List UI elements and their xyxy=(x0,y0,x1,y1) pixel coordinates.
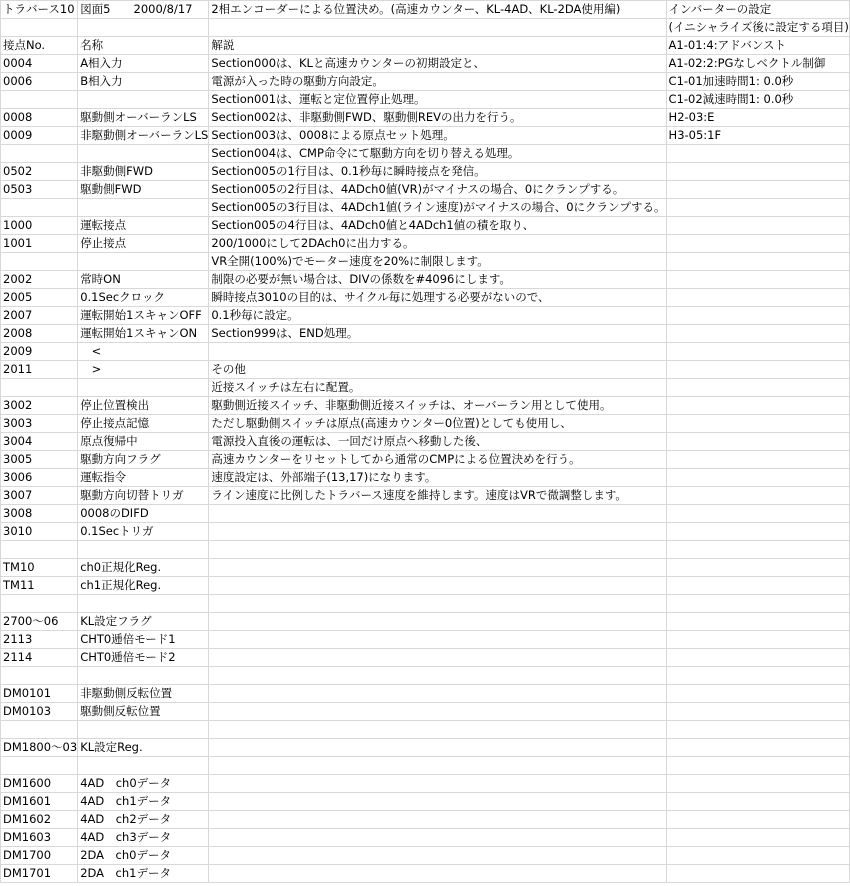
table-row xyxy=(1,811,850,829)
inverter-setting-cell[interactable] xyxy=(666,865,849,883)
contact-no-cell[interactable]: 3003 xyxy=(1,415,78,433)
name-cell[interactable] xyxy=(78,19,209,37)
contact-no-cell[interactable]: 3007 xyxy=(1,487,78,505)
table-row xyxy=(1,865,850,883)
table-row xyxy=(1,1,850,19)
contact-no-cell[interactable]: 2009 xyxy=(1,343,78,361)
table-row xyxy=(1,667,850,685)
description-cell[interactable]: VR全開(100%)でモーター速度を20%に制限します。 xyxy=(209,253,666,271)
description-cell[interactable]: ライン速度に比例したトラバース速度を維持します。速度はVRで微調整します。 xyxy=(209,487,666,505)
contact-no-cell[interactable]: 0004 xyxy=(1,55,78,73)
contact-no-cell[interactable] xyxy=(1,667,78,685)
contact-no-cell[interactable] xyxy=(1,379,78,397)
inverter-setting-cell[interactable] xyxy=(666,415,849,433)
description-cell[interactable] xyxy=(209,667,666,685)
contact-no-cell[interactable]: 1001 xyxy=(1,235,78,253)
inverter-setting-cell[interactable] xyxy=(666,307,849,325)
table-row xyxy=(1,379,850,397)
description-cell[interactable] xyxy=(209,685,666,703)
name-cell[interactable] xyxy=(78,541,209,559)
inverter-setting-cell[interactable] xyxy=(666,325,849,343)
inverter-setting-cell[interactable] xyxy=(666,145,849,163)
name-cell[interactable]: 2DA ch1データ xyxy=(78,865,209,883)
inverter-setting-cell[interactable] xyxy=(666,235,849,253)
name-cell[interactable] xyxy=(78,91,209,109)
table-row xyxy=(1,505,850,523)
table-row xyxy=(1,55,850,73)
description-cell[interactable]: Section000は、KLと高速カウンターの初期設定と、 xyxy=(209,55,666,73)
contact-no-cell[interactable] xyxy=(1,541,78,559)
table-row xyxy=(1,307,850,325)
inverter-setting-cell[interactable] xyxy=(666,523,849,541)
contact-no-cell[interactable]: DM1603 xyxy=(1,829,78,847)
table-row xyxy=(1,757,850,775)
table-row xyxy=(1,163,850,181)
inverter-setting-cell[interactable]: H3-05:1F xyxy=(666,127,849,145)
inverter-setting-cell[interactable] xyxy=(666,379,849,397)
table-row xyxy=(1,487,850,505)
contact-no-cell[interactable] xyxy=(1,757,78,775)
description-cell[interactable]: Section004は、CMP命令にて駆動方向を切り替える処理。 xyxy=(209,145,666,163)
description-cell[interactable] xyxy=(209,757,666,775)
name-cell[interactable]: 0008のDIFD xyxy=(78,505,209,523)
contact-no-cell[interactable]: DM1701 xyxy=(1,865,78,883)
contact-no-cell[interactable]: DM1600 xyxy=(1,775,78,793)
name-cell[interactable]: CHT0逓倍モード2 xyxy=(78,649,209,667)
description-cell[interactable]: Section999は、END処理。 xyxy=(209,325,666,343)
table-row xyxy=(1,253,850,271)
contact-no-cell[interactable]: DM1800～03 xyxy=(1,739,78,757)
description-cell[interactable] xyxy=(209,775,666,793)
inverter-setting-cell[interactable] xyxy=(666,595,849,613)
table-row xyxy=(1,775,850,793)
name-cell[interactable]: 4AD ch2データ xyxy=(78,811,209,829)
contact-no-cell[interactable]: DM0101 xyxy=(1,685,78,703)
table-row xyxy=(1,415,850,433)
inverter-setting-cell[interactable] xyxy=(666,217,849,235)
name-cell[interactable]: A相入力 xyxy=(78,55,209,73)
contact-no-cell[interactable]: 3005 xyxy=(1,451,78,469)
name-cell[interactable]: 停止接点記憶 xyxy=(78,415,209,433)
inverter-setting-cell[interactable]: インバーターの設定 xyxy=(666,1,849,19)
inverter-setting-cell[interactable]: H2-03:E xyxy=(666,109,849,127)
name-cell[interactable] xyxy=(78,757,209,775)
contact-no-cell[interactable]: 0009 xyxy=(1,127,78,145)
contact-no-cell[interactable]: 0006 xyxy=(1,73,78,91)
contact-no-cell[interactable]: トラバース10 xyxy=(1,1,78,19)
inverter-setting-cell[interactable] xyxy=(666,487,849,505)
inverter-setting-cell[interactable] xyxy=(666,793,849,811)
table-row xyxy=(1,541,850,559)
table-row xyxy=(1,181,850,199)
contact-no-cell[interactable]: 3008 xyxy=(1,505,78,523)
description-cell[interactable] xyxy=(209,343,666,361)
name-cell[interactable]: 運転開始1スキャンON xyxy=(78,325,209,343)
name-cell[interactable]: 運転指令 xyxy=(78,469,209,487)
name-cell[interactable] xyxy=(78,595,209,613)
inverter-setting-cell[interactable]: C1-02減速時間1: 0.0秒 xyxy=(666,91,849,109)
name-cell[interactable]: 非駆動側オーバーランLS xyxy=(78,127,209,145)
description-cell[interactable] xyxy=(209,577,666,595)
inverter-setting-cell[interactable] xyxy=(666,199,849,217)
inverter-setting-cell[interactable]: A1-02:2:PGなしベクトル制御 xyxy=(666,55,849,73)
table-row xyxy=(1,685,850,703)
name-cell[interactable]: 停止接点 xyxy=(78,235,209,253)
inverter-setting-cell[interactable] xyxy=(666,541,849,559)
contact-no-cell[interactable]: 2008 xyxy=(1,325,78,343)
table-row xyxy=(1,73,850,91)
name-cell[interactable]: 運転開始1スキャンOFF xyxy=(78,307,209,325)
contact-no-cell[interactable]: 2700～06 xyxy=(1,613,78,631)
contact-no-cell[interactable]: 接点No. xyxy=(1,37,78,55)
description-cell[interactable]: Section005の1行目は、0.1秒毎に瞬時接点を発信。 xyxy=(209,163,666,181)
table-row xyxy=(1,577,850,595)
inverter-setting-cell[interactable]: A1-01:4:アドバンスト xyxy=(666,37,849,55)
table-row xyxy=(1,631,850,649)
name-cell[interactable]: ch0正規化Reg. xyxy=(78,559,209,577)
description-cell[interactable]: 駆動側近接スイッチ、非駆動側近接スイッチは、オーバーラン用として使用。 xyxy=(209,397,666,415)
contact-no-cell[interactable]: TM10 xyxy=(1,559,78,577)
description-cell[interactable]: 速度設定は、外部端子(13,17)になります。 xyxy=(209,469,666,487)
name-cell[interactable]: 0.1Secトリガ xyxy=(78,523,209,541)
inverter-setting-cell[interactable] xyxy=(666,775,849,793)
name-cell[interactable]: 2DA ch0データ xyxy=(78,847,209,865)
name-cell[interactable]: 駆動側FWD xyxy=(78,181,209,199)
inverter-setting-cell[interactable] xyxy=(666,667,849,685)
inverter-setting-cell[interactable] xyxy=(666,811,849,829)
inverter-setting-cell[interactable] xyxy=(666,577,849,595)
inverter-setting-cell[interactable] xyxy=(666,613,849,631)
description-cell[interactable]: Section005の2行目は、4ADch0値(VR)がマイナスの場合、0にクランプする。 xyxy=(209,181,666,199)
name-cell[interactable]: 駆動側反転位置 xyxy=(78,703,209,721)
description-cell[interactable] xyxy=(209,19,666,37)
name-cell[interactable] xyxy=(78,379,209,397)
inverter-setting-cell[interactable] xyxy=(666,469,849,487)
name-cell[interactable]: ch1正規化Reg. xyxy=(78,577,209,595)
description-cell[interactable] xyxy=(209,721,666,739)
table-row xyxy=(1,109,850,127)
description-cell[interactable]: 高速カウンターをリセットしてから通常のCMPによる位置決めを行う。 xyxy=(209,451,666,469)
name-cell[interactable]: B相入力 xyxy=(78,73,209,91)
contact-no-cell[interactable] xyxy=(1,595,78,613)
table-row xyxy=(1,739,850,757)
description-cell[interactable] xyxy=(209,865,666,883)
name-cell[interactable] xyxy=(78,667,209,685)
inverter-setting-cell[interactable] xyxy=(666,649,849,667)
contact-no-cell[interactable]: TM11 xyxy=(1,577,78,595)
description-cell[interactable] xyxy=(209,739,666,757)
description-cell[interactable] xyxy=(209,541,666,559)
name-cell[interactable]: > xyxy=(78,361,209,379)
contact-no-cell[interactable]: 2007 xyxy=(1,307,78,325)
description-cell[interactable]: 電源投入直後の運転は、一回だけ原点へ移動した後、 xyxy=(209,433,666,451)
inverter-setting-cell[interactable] xyxy=(666,721,849,739)
table-row xyxy=(1,19,850,37)
contact-no-cell[interactable]: DM1602 xyxy=(1,811,78,829)
description-cell[interactable]: Section002は、非駆動側FWD、駆動側REVの出力を行う。 xyxy=(209,109,666,127)
contact-no-cell[interactable]: 2002 xyxy=(1,271,78,289)
description-cell[interactable]: 瞬時接点3010の目的は、サイクル毎に処理する必要がないので、 xyxy=(209,289,666,307)
name-cell[interactable]: 常時ON xyxy=(78,271,209,289)
contact-no-cell[interactable]: 0008 xyxy=(1,109,78,127)
table-row xyxy=(1,703,850,721)
contact-no-cell[interactable]: 3004 xyxy=(1,433,78,451)
description-cell[interactable] xyxy=(209,847,666,865)
inverter-setting-cell[interactable] xyxy=(666,433,849,451)
name-cell[interactable]: 停止位置検出 xyxy=(78,397,209,415)
table-row xyxy=(1,595,850,613)
description-cell[interactable]: Section003は、0008による原点セット処理。 xyxy=(209,127,666,145)
contact-no-cell[interactable] xyxy=(1,91,78,109)
name-cell[interactable]: 非駆動側FWD xyxy=(78,163,209,181)
contact-no-cell[interactable]: 1000 xyxy=(1,217,78,235)
description-cell[interactable] xyxy=(209,631,666,649)
description-cell[interactable]: 電源が入った時の駆動方向設定。 xyxy=(209,73,666,91)
inverter-setting-cell[interactable]: (イニシャライズ後に設定する項目) xyxy=(666,19,849,37)
name-cell[interactable]: 駆動側オーバーランLS xyxy=(78,109,209,127)
contact-no-cell[interactable] xyxy=(1,199,78,217)
inverter-setting-cell[interactable] xyxy=(666,739,849,757)
description-cell[interactable]: Section005の3行目は、4ADch1値(ライン速度)がマイナスの場合、0にクランプする。 xyxy=(209,199,666,217)
inverter-setting-cell[interactable] xyxy=(666,271,849,289)
contact-no-cell[interactable]: 2114 xyxy=(1,649,78,667)
description-cell[interactable]: 近接スイッチは左右に配置。 xyxy=(209,379,666,397)
name-cell[interactable]: 駆動方向フラグ xyxy=(78,451,209,469)
inverter-setting-cell[interactable] xyxy=(666,397,849,415)
contact-no-cell[interactable]: 2005 xyxy=(1,289,78,307)
description-cell[interactable]: その他 xyxy=(209,361,666,379)
name-cell[interactable] xyxy=(78,199,209,217)
contact-no-cell[interactable]: 2113 xyxy=(1,631,78,649)
name-cell[interactable]: 運転接点 xyxy=(78,217,209,235)
contact-no-cell[interactable]: 0502 xyxy=(1,163,78,181)
description-cell[interactable] xyxy=(209,829,666,847)
table-row xyxy=(1,559,850,577)
table-row xyxy=(1,451,850,469)
table-row xyxy=(1,289,850,307)
table-row xyxy=(1,397,850,415)
inverter-setting-cell[interactable] xyxy=(666,451,849,469)
name-cell[interactable]: KL設定Reg. xyxy=(78,739,209,757)
name-cell[interactable]: 4AD ch3データ xyxy=(78,829,209,847)
contact-no-cell[interactable]: DM1601 xyxy=(1,793,78,811)
contact-no-cell[interactable]: DM0103 xyxy=(1,703,78,721)
name-cell[interactable]: 名称 xyxy=(78,37,209,55)
contact-no-cell[interactable]: 3002 xyxy=(1,397,78,415)
inverter-setting-cell[interactable] xyxy=(666,505,849,523)
name-cell[interactable]: < xyxy=(78,343,209,361)
contact-no-cell[interactable]: 3010 xyxy=(1,523,78,541)
inverter-setting-cell[interactable] xyxy=(666,847,849,865)
name-cell[interactable] xyxy=(78,145,209,163)
table-row xyxy=(1,91,850,109)
contact-no-cell[interactable] xyxy=(1,145,78,163)
table-row xyxy=(1,523,850,541)
description-cell[interactable] xyxy=(209,649,666,667)
name-cell[interactable]: CHT0逓倍モード1 xyxy=(78,631,209,649)
inverter-setting-cell[interactable] xyxy=(666,253,849,271)
name-cell[interactable]: 4AD ch1データ xyxy=(78,793,209,811)
name-cell[interactable]: 駆動方向切替トリガ xyxy=(78,487,209,505)
description-cell[interactable] xyxy=(209,505,666,523)
table-row xyxy=(1,127,850,145)
contact-no-cell[interactable]: 3006 xyxy=(1,469,78,487)
description-cell[interactable]: Section001は、運転と定位置停止処理。 xyxy=(209,91,666,109)
name-cell[interactable]: 4AD ch0データ xyxy=(78,775,209,793)
description-cell[interactable] xyxy=(209,811,666,829)
description-cell[interactable]: ただし駆動側スイッチは原点(高速カウンター0位置)としても使用し、 xyxy=(209,415,666,433)
name-cell[interactable]: KL設定フラグ xyxy=(78,613,209,631)
description-cell[interactable] xyxy=(209,703,666,721)
inverter-setting-cell[interactable] xyxy=(666,757,849,775)
contact-no-cell[interactable] xyxy=(1,253,78,271)
table-row xyxy=(1,199,850,217)
contact-no-cell[interactable] xyxy=(1,19,78,37)
name-cell[interactable]: 原点復帰中 xyxy=(78,433,209,451)
table-row xyxy=(1,145,850,163)
description-cell[interactable] xyxy=(209,523,666,541)
contact-no-cell[interactable]: 0503 xyxy=(1,181,78,199)
table-row xyxy=(1,721,850,739)
table-row xyxy=(1,235,850,253)
name-cell[interactable]: 図面5 2000/8/17 xyxy=(78,1,209,19)
inverter-setting-cell[interactable] xyxy=(666,631,849,649)
description-cell[interactable]: 200/1000にして2DAch0に出力する。 xyxy=(209,235,666,253)
description-cell[interactable]: 解説 xyxy=(209,37,666,55)
inverter-setting-cell[interactable] xyxy=(666,703,849,721)
table-row xyxy=(1,793,850,811)
table-row xyxy=(1,469,850,487)
name-cell[interactable]: 非駆動側反転位置 xyxy=(78,685,209,703)
description-cell[interactable] xyxy=(209,595,666,613)
inverter-setting-cell[interactable] xyxy=(666,559,849,577)
grid-body xyxy=(1,1,850,883)
contact-no-cell[interactable]: DM1700 xyxy=(1,847,78,865)
description-cell[interactable] xyxy=(209,793,666,811)
table-row xyxy=(1,829,850,847)
name-cell[interactable]: 0.1Secクロック xyxy=(78,289,209,307)
description-cell[interactable]: 2相エンコーダーによる位置決め。(高速カウンター、KL-4AD、KL-2DA使用編) xyxy=(209,1,666,19)
contact-no-cell[interactable] xyxy=(1,721,78,739)
name-cell[interactable] xyxy=(78,253,209,271)
table-row xyxy=(1,433,850,451)
description-cell[interactable]: 0.1秒毎に設定。 xyxy=(209,307,666,325)
table-row xyxy=(1,613,850,631)
inverter-setting-cell[interactable] xyxy=(666,685,849,703)
table-row xyxy=(1,649,850,667)
table-row xyxy=(1,361,850,379)
description-cell[interactable] xyxy=(209,613,666,631)
description-cell[interactable] xyxy=(209,559,666,577)
inverter-setting-cell[interactable] xyxy=(666,343,849,361)
inverter-setting-cell[interactable] xyxy=(666,829,849,847)
inverter-setting-cell[interactable] xyxy=(666,163,849,181)
table-row xyxy=(1,847,850,865)
name-cell[interactable] xyxy=(78,721,209,739)
description-cell[interactable]: Section005の4行目は、4ADch0値と4ADch1値の積を取り、 xyxy=(209,217,666,235)
table-row xyxy=(1,217,850,235)
inverter-setting-cell[interactable]: C1-01加速時間1: 0.0秒 xyxy=(666,73,849,91)
table-row xyxy=(1,343,850,361)
contact-no-cell[interactable]: 2011 xyxy=(1,361,78,379)
description-cell[interactable]: 制限の必要が無い場合は、DIVの係数を#4096にします。 xyxy=(209,271,666,289)
inverter-setting-cell[interactable] xyxy=(666,361,849,379)
inverter-setting-cell[interactable] xyxy=(666,289,849,307)
table-row xyxy=(1,37,850,55)
table-row xyxy=(1,325,850,343)
inverter-setting-cell[interactable] xyxy=(666,181,849,199)
table-row xyxy=(1,271,850,289)
